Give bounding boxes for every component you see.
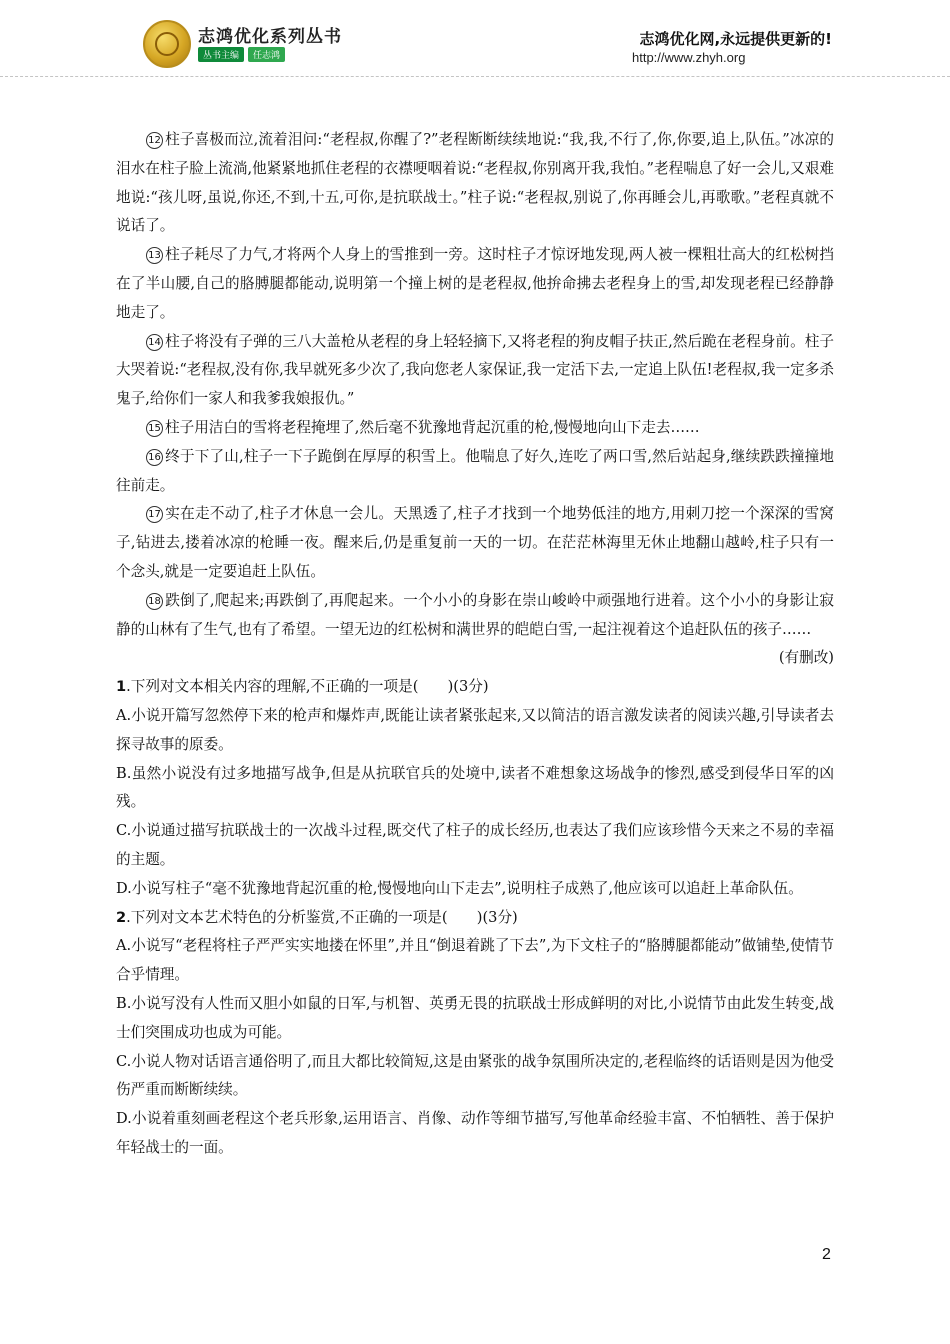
option-a: A.小说写“老程将柱子严严实实地搂在怀里”,并且“倒退着跳了下去”,为下文柱子的“胳膊腿都能动”做铺垫,使情节合乎情理。 <box>116 937 834 984</box>
page-content <box>116 126 834 1163</box>
paragraph-15 <box>116 414 834 443</box>
paragraph-13 <box>116 241 834 327</box>
paragraph-text: 柱子喜极而泣,流着泪问:“老程叔,你醒了?”老程断断续续地说:“我,我,不行了,你,你要,追上,队伍。”冰凉的泪水在柱子脸上流淌,他紧紧地抓住老程的衣襟哽咽着说:“老程叔,你别离开我,我怕。”老程喘息了好一会儿,又艰难地说:“孩儿呀,虽说,你还,不到,十五,可你,是抗联战士。”柱子说:“老程叔,别说了,你再睡会儿,再歌歌。”老程真就不说话了。 <box>116 131 834 235</box>
paragraph-number: 14 <box>146 334 163 351</box>
paragraph-number: 16 <box>146 449 163 466</box>
page-number: 2 <box>822 1246 831 1263</box>
question-1 <box>116 673 834 903</box>
question-text: .下列对文本相关内容的理解,不正确的一项是( )(3分) <box>126 678 489 696</box>
paragraph-text: 实在走不动了,柱子才休息一会儿。天黑透了,柱子才找到一个地势低洼的地方,用刺刀挖一个深深的雪窝子,钻进去,搂着冰凉的枪睡一夜。醒来后,仍是重复前一天的一切。在茫茫林海里无休止地翻山越岭,柱子只有一个念头,就是一定要追赶上队伍。 <box>116 505 834 580</box>
option-c: C.小说人物对话语言通俗明了,而且大都比较简短,这是由紧张的战争氛围所决定的,老程临终的话语则是因为他受伤严重而断断续续。 <box>116 1052 834 1099</box>
question-number: 2 <box>116 908 127 926</box>
paragraph-17 <box>116 500 834 586</box>
paragraph-number: 15 <box>146 420 163 437</box>
question-stem <box>116 673 834 702</box>
paragraph-text: 柱子用洁白的雪将老程掩埋了,然后毫不犹豫地背起沉重的枪,慢慢地向山下走去…… <box>165 418 700 436</box>
option-b: B.小说写没有人性而又胆小如鼠的日军,与机智、英勇无畏的抗联战士形成鲜明的对比,小说情节由此发生转变,战士们突围成功也成为可能。 <box>116 994 834 1041</box>
paragraph-text: 柱子将没有子弹的三八大盖枪从老程的身上轻轻摘下,又将老程的狗皮帽子扶正,然后跪在老程身前。柱子大哭着说:“老程叔,没有你,我早就死多少次了,我向您老人家保证,我一定活下去,一定追上队伍!老程叔,我一定多杀鬼子,给你们一家人和我爹我娘报仇。” <box>116 332 834 408</box>
paragraph-14 <box>116 328 834 414</box>
question-stem <box>116 904 834 933</box>
site-url[interactable]: http://www.zhyh.org <box>632 50 746 65</box>
page-header <box>0 0 950 90</box>
paragraph-text: 柱子耗尽了力气,才将两个人身上的雪推到一旁。这时柱子才惊讶地发现,两人被一棵粗壮高大的红松树挡在了半山腰,自己的胳膊腿都能动,说明第一个撞上树的是老程叔,他拚命拂去老程身上的雪,却发现老程已经静静地走了。 <box>116 246 834 321</box>
paragraph-16 <box>116 443 834 501</box>
paragraph-number: 13 <box>146 247 163 264</box>
question-text: .下列对文本艺术特色的分析鉴赏,不正确的一项是( )(3分) <box>126 908 518 926</box>
source-note: (有删改) <box>778 649 834 667</box>
question-2 <box>116 904 834 1163</box>
series-title: 志鸿优化系列丛书 <box>198 27 342 47</box>
header-divider <box>0 76 950 77</box>
option-c: C.小说通过描写抗联战士的一次战斗过程,既交代了柱子的成长经历,也表达了我们应该珍惜今天来之不易的幸福的主题。 <box>116 822 834 868</box>
paragraph-number: 18 <box>146 593 163 610</box>
option-d: D.小说着重刻画老程这个老兵形象,运用语言、肖像、动作等细节描写,写他革命经验丰富、不怕牺牲、善于保护年轻战士的一面。 <box>116 1110 834 1156</box>
paragraph-number: 17 <box>146 506 163 523</box>
series-logo-icon <box>143 20 191 68</box>
paragraph-number: 12 <box>146 132 163 149</box>
paragraph-18 <box>116 587 834 645</box>
paragraph-text: 跌倒了,爬起来;再跌倒了,再爬起来。一个小小的身影在崇山峻岭中顽强地行进着。这个小小的身影让寂静的山林有了生气,也有了希望。一望无边的红松树和满世界的皑皑白雪,一起注视着这个追赶队伍的孩子…… <box>116 591 834 638</box>
paragraph-text: 终于下了山,柱子一下子跪倒在厚厚的积雪上。他喘息了好久,连吃了两口雪,然后站起身,继续跌跌撞撞地往前走。 <box>116 447 834 494</box>
site-slogan: 志鸿优化网,永远提供更新的! <box>639 30 832 48</box>
option-d: D.小说写柱子“毫不犹豫地背起沉重的枪,慢慢地向山下走去”,说明柱子成熟了,他应该可以追赶上革命队伍。 <box>116 879 803 897</box>
question-number: 1 <box>116 678 127 696</box>
option-b: B.虽然小说没有过多地描写战争,但是从抗联官兵的处境中,读者不难想象这场战争的惨烈,感受到侵华日军的凶残。 <box>116 764 834 811</box>
editor-name: 任志鸿 <box>248 47 285 62</box>
paragraph-12 <box>116 126 834 241</box>
editor-label: 丛书主编 <box>198 47 244 62</box>
option-a: A.小说开篇写忽然停下来的枪声和爆炸声,既能让读者紧张起来,又以简洁的语言激发读者的阅读兴趣,引导读者去探寻故事的原委。 <box>116 706 834 753</box>
